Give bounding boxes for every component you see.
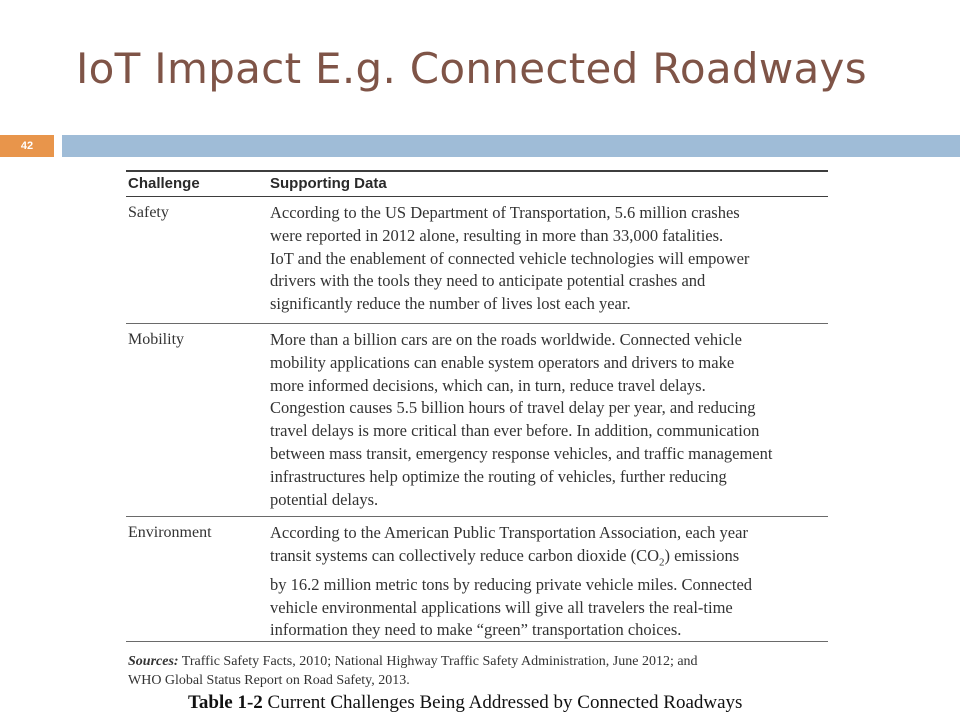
- column-header-supporting-data: Supporting Data: [270, 175, 387, 192]
- text-line: more informed decisions, which can, in turn, reduce travel delays.: [270, 375, 706, 395]
- text-line-with-subscript: [270, 545, 832, 574]
- challenge-environment: Environment: [128, 524, 212, 541]
- text-line: potential delays.: [270, 489, 379, 509]
- text-segment: transit systems can collectively reduce carbon dioxide (CO: [270, 545, 659, 565]
- supporting-data-environment: [270, 522, 832, 642]
- title-divider-bar: [62, 135, 960, 157]
- challenge-mobility: Mobility: [128, 331, 185, 348]
- table-figure: [118, 164, 838, 720]
- table-row-rule: [126, 516, 828, 517]
- table-top-rule: [126, 170, 828, 172]
- slide-title: IoT Impact E.g. Connected Roadways: [76, 44, 867, 93]
- text-line: by 16.2 million metric tons by reducing private vehicle miles. Connected: [270, 574, 753, 594]
- text-segment: ) emissions: [664, 545, 740, 565]
- supporting-data-safety: [270, 202, 832, 316]
- text-line: travel delays is more critical than ever before. In addition, communication: [270, 421, 760, 441]
- page-number-badge: 42: [0, 135, 54, 157]
- sources-text: Traffic Safety Facts, 2010; National Highway Traffic Safety Administration, June 2012; and: [178, 654, 698, 669]
- supporting-data-mobility: [270, 329, 832, 511]
- sources-note: [128, 652, 828, 690]
- text-line: infrastructures help optimize the routing of vehicles, further reducing: [270, 466, 727, 486]
- caption-text: Current Challenges Being Addressed by Connected Roadways: [262, 692, 743, 713]
- text-line: According to the US Department of Transportation, 5.6 million crashes: [270, 203, 740, 222]
- subscript-2: 2: [659, 556, 665, 569]
- table-bottom-rule: [126, 641, 828, 642]
- table-header-rule: [126, 196, 828, 197]
- text-line: IoT and the enablement of connected vehicle technologies will empower: [270, 248, 750, 268]
- challenge-safety: Safety: [128, 204, 169, 221]
- text-line: were reported in 2012 alone, resulting in more than 33,000 fatalities.: [270, 225, 724, 245]
- text-line: information they need to make “green” transportation choices.: [270, 620, 682, 640]
- text-line: vehicle environmental applications will give all travelers the real-time: [270, 597, 733, 617]
- text-line: significantly reduce the number of lives lost each year.: [270, 294, 631, 314]
- column-header-challenge: Challenge: [128, 175, 200, 192]
- table-caption: [188, 692, 742, 714]
- text-line: between mass transit, emergency response vehicles, and traffic management: [270, 443, 773, 463]
- text-line: More than a billion cars are on the roads worldwide. Connected vehicle: [270, 330, 742, 349]
- table-row-rule: [126, 323, 828, 324]
- text-line: Congestion causes 5.5 billion hours of travel delay per year, and reducing: [270, 398, 756, 418]
- sources-line: [128, 652, 828, 671]
- text-line: drivers with the tools they need to anticipate potential crashes and: [270, 271, 706, 291]
- text-line: According to the American Public Transportation Association, each year: [270, 523, 748, 542]
- sources-line: WHO Global Status Report on Road Safety, 2013.: [128, 673, 410, 688]
- caption-label: Table 1-2: [188, 692, 263, 713]
- sources-label: Sources:: [128, 654, 179, 669]
- text-line: mobility applications can enable system operators and drivers to make: [270, 352, 735, 372]
